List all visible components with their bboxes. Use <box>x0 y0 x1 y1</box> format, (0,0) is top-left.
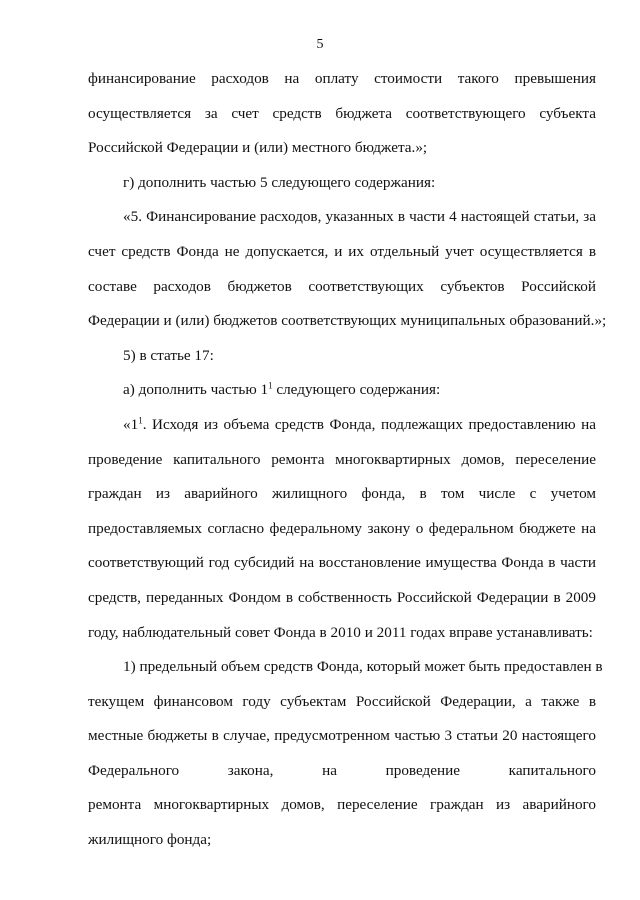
text-line <box>88 443 596 478</box>
line-text: «1 <box>123 415 139 433</box>
page-number: 5 <box>316 37 324 52</box>
text-line <box>88 62 596 97</box>
text-line <box>88 823 596 858</box>
text-line <box>88 650 603 685</box>
line-text: Российской Федерации и (или) местного бюджета.»; <box>88 139 428 157</box>
line-text: осуществляется за счет средств бюджета соответствующего субъекта <box>88 104 596 122</box>
text-line <box>88 97 596 132</box>
text-line <box>88 304 607 339</box>
line-text: граждан из аварийного жилищного фонда, в том числе с учетом <box>88 485 596 503</box>
line-text: следующего содержания: <box>272 381 441 399</box>
text-line <box>88 166 596 201</box>
line-text: составе расходов бюджетов соответствующих субъектов Российской <box>88 277 596 295</box>
line-text: счет средств Фонда не допускается, и их отдельный учет осуществляется в <box>88 242 596 260</box>
line-text: 5) в статье 17: <box>123 346 214 364</box>
body-text <box>88 62 607 858</box>
text-line <box>88 408 596 443</box>
text-line <box>88 546 596 581</box>
text-line <box>88 373 596 408</box>
text-line <box>88 616 596 651</box>
line-text: соответствующий год субсидий на восстановление имущества Фонда в части <box>88 554 596 572</box>
text-line <box>88 754 596 789</box>
text-line <box>88 512 596 547</box>
text-line <box>88 719 596 754</box>
text-line <box>88 477 596 512</box>
line-text: жилищного фонда; <box>88 831 212 849</box>
line-text: предоставляемых согласно федеральному закону о федеральном бюджете на <box>88 519 596 537</box>
text-line <box>88 131 596 166</box>
text-line <box>88 788 596 823</box>
superscript: 1 <box>138 415 143 426</box>
line-text: Федерации и (или) бюджетов соответствующих муниципальных образований.»; <box>88 312 607 330</box>
line-text: г) дополнить частью 5 следующего содержания: <box>123 173 436 191</box>
line-text: финансирование расходов на оплату стоимости такого превышения <box>88 70 596 87</box>
text-line <box>88 581 596 616</box>
superscript: 1 <box>268 380 273 391</box>
text-line <box>88 685 596 720</box>
text-line <box>88 200 596 235</box>
line-text: Федерального закона, на проведение капитального <box>88 761 596 779</box>
text-line <box>88 339 596 374</box>
text-line <box>88 270 596 305</box>
line-text: ремонта многоквартирных домов, переселение граждан из аварийного <box>88 796 596 814</box>
line-text: 1) предельный объем средств Фонда, который может быть предоставлен в <box>123 658 603 676</box>
line-text: местные бюджеты в случае, предусмотренном частью 3 статьи 20 настоящего <box>88 727 596 745</box>
line-text: средств, переданных Фондом в собственность Российской Федерации в 2009 <box>88 588 596 606</box>
line-text: а) дополнить частью 1 <box>123 381 269 399</box>
line-text: «5. Финансирование расходов, указанных в части 4 настоящей статьи, за <box>123 208 596 226</box>
line-text: проведение капитального ремонта многоквартирных домов, переселение <box>88 450 596 468</box>
line-text: текущем финансовом году субъектам Российской Федерации, а также в <box>88 692 596 710</box>
line-text: . Исходя из объема средств Фонда, подлежащих предоставлению на <box>142 415 596 433</box>
line-text: году, наблюдательный совет Фонда в 2010 и 2011 годах вправе устанавливать: <box>88 623 593 641</box>
text-line <box>88 235 596 270</box>
